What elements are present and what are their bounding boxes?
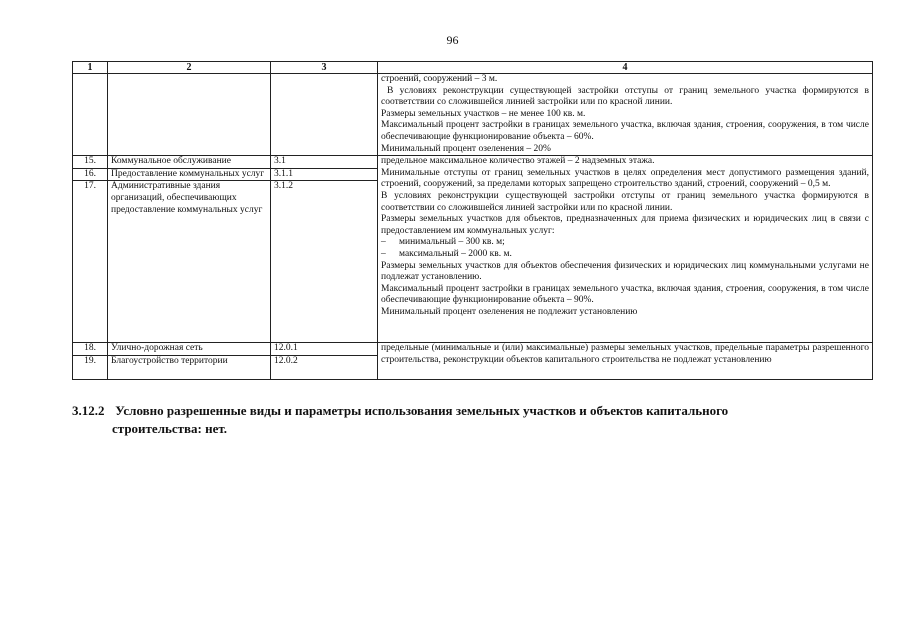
column-header: 3	[271, 62, 378, 74]
section-title: Условно разрешенные виды и параметры использования земельных участков и объектов капитального	[115, 403, 729, 418]
parameters-cell	[378, 156, 873, 343]
parameters-cell	[378, 74, 873, 156]
column-header: 1	[73, 62, 108, 74]
use-type-code: 3.1.2	[271, 181, 378, 343]
parameter-text: предельное максимальное количество этажей – 2 надземных этажа.	[381, 156, 655, 167]
dash-marker: –	[381, 237, 386, 248]
use-type-name: Административные здания организаций, обеспечивающих предоставление коммунальных услуг	[108, 181, 271, 343]
row-number: 15.	[73, 156, 108, 169]
use-type-name: Коммунальное обслуживание	[108, 156, 271, 169]
section-number: 3.12.2	[72, 403, 105, 418]
parameter-text: предельные (минимальные и (или) максимальные) размеры земельных участков, предельные параметры разрешенного строительства, реконструкции объектов капитального строительства не подлежат установлению	[381, 343, 869, 365]
land-use-table	[72, 61, 873, 380]
parameter-text: Минимальный процент озеленения не подлежит установлению	[381, 306, 638, 317]
column-header: 4	[378, 62, 873, 74]
row-number: 18.	[73, 343, 108, 356]
parameter-text: Максимальный процент застройки в границах земельного участка, включая здания, строения, сооружения, в том числе обеспечивающие функционирование объекта – 90%.	[381, 283, 869, 306]
parameter-text: Максимальный процент застройки в границах земельного участка, включая здания, строения, сооружения, в том числе обеспечивающие функционирование объекта – 60%.	[381, 120, 869, 142]
use-type-name: Предоставление коммунальных услуг	[108, 168, 271, 181]
parameter-text: В условиях реконструкции существующей застройки отступы от границ земельного участка формируются в соответствии со сложившейся линией застройки или по красной линии.	[381, 85, 869, 108]
use-type-code: 3.1.1	[271, 168, 378, 181]
row-number: 16.	[73, 168, 108, 181]
dash-marker: –	[381, 248, 386, 259]
use-type-code: 12.0.2	[271, 355, 378, 379]
parameters-cell	[378, 343, 873, 380]
table-row-continuation	[73, 74, 873, 156]
section-heading	[72, 402, 872, 438]
use-type-name: Улично-дорожная сеть	[108, 343, 271, 356]
section-title-continuation: строительства: нет.	[112, 421, 228, 436]
parameter-text: строений, сооружений – 3 м.	[381, 74, 498, 84]
parameter-text: Размеры земельных участков для объектов, предназначенных для приема физических и юридических лиц в связи с предоставлением им коммунальных услуг:	[381, 214, 869, 236]
table-row	[73, 343, 873, 356]
row-number: 19.	[73, 355, 108, 379]
use-type-code: 12.0.1	[271, 343, 378, 356]
column-header: 2	[108, 62, 271, 74]
parameter-text: Размеры земельных участков – не менее 100 кв. м.	[381, 108, 586, 119]
list-item: – максимальный – 2000 кв. м.	[381, 248, 512, 259]
table-row	[73, 156, 873, 169]
parameter-text: Минимальный процент озеленения – 20%	[381, 143, 551, 154]
parameter-text: Размеры земельных участков для объектов обеспечения физических и юридических лиц коммунальными услугами не подлежат установлению.	[381, 260, 869, 283]
list-item: – минимальный – 300 кв. м;	[381, 237, 505, 248]
use-type-name: Благоустройство территории	[108, 355, 271, 379]
use-type-code: 3.1	[271, 156, 378, 169]
page-number: 96	[446, 33, 459, 47]
parameter-text: В условиях реконструкции существующей застройки отступы от границ земельного участка формируются в соответствии со сложившейся линией застройки или по красной линии.	[381, 190, 869, 213]
table-header-row	[73, 62, 873, 74]
row-number: 17.	[73, 181, 108, 343]
parameter-text: Минимальные отступы от границ земельных участков в целях определения мест допустимого размещения зданий, строений, сооружений, за пределами которых запрещено строительство зданий, строений, сооружений – 0,5 м.	[381, 167, 869, 190]
